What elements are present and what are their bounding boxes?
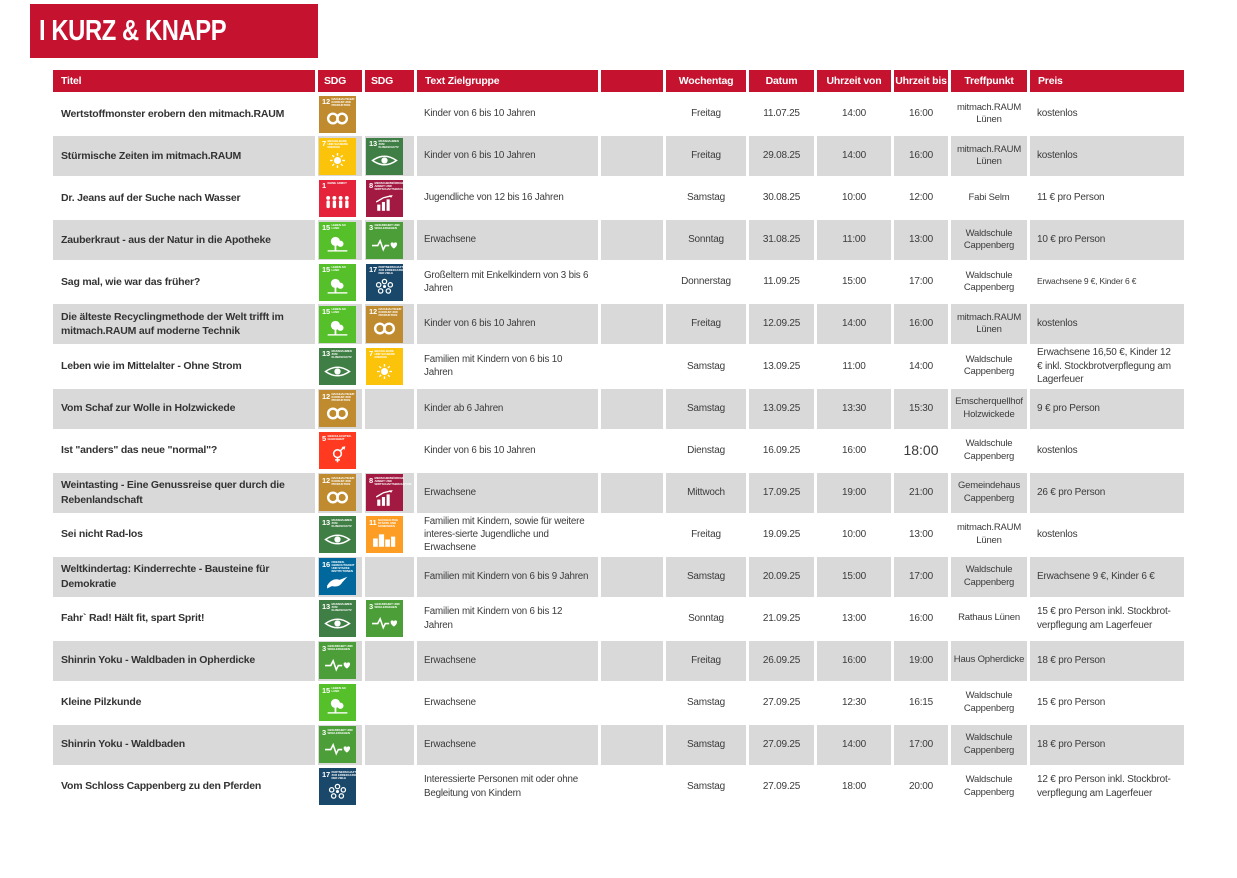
sdg-sun-pictogram [369, 359, 401, 382]
sdg-17-icon: 17 PARTNERSCHAFTEN ZUR ERREICHUNG DER ZIELE [319, 768, 356, 805]
sdg-ring-pictogram [369, 275, 401, 298]
target-group-cell: Erwachsene [424, 696, 476, 708]
weekday-cell: Freitag [691, 108, 721, 120]
spacer-cell [601, 431, 663, 471]
column-header-preis: Preis [1030, 70, 1184, 92]
weekday-cell: Samstag [666, 725, 746, 765]
time-from-cell: 19:00 [817, 473, 891, 513]
event-title: Sei nicht Rad-los [61, 528, 143, 541]
sdg-cell [318, 389, 362, 429]
meeting-point-cell: Waldschule Cappenberg [951, 725, 1027, 765]
sdg-people-pictogram [322, 190, 354, 215]
sdg-cell [318, 94, 362, 134]
target-group-cell: Erwachsene [417, 220, 598, 260]
target-group-cell: Erwachsene [417, 641, 598, 681]
event-title: Shinrin Yoku - Waldbaden in Opherdicke [53, 641, 315, 681]
price-cell: kostenlos [1030, 136, 1184, 176]
events-table [53, 70, 1184, 807]
sdg-ecg-pictogram [369, 232, 401, 257]
time-to-cell: 15:30 [894, 389, 948, 429]
spacer-cell [601, 767, 663, 807]
time-to-cell: 17:00 [894, 725, 948, 765]
page-title: I KURZ & KNAPP [39, 14, 227, 47]
column-header-treffpunkt: Treffpunkt [951, 70, 1027, 92]
meeting-point-cell: Rathaus Lünen [958, 612, 1020, 624]
sdg-ecg-pictogram [322, 736, 354, 761]
time-from-cell: 10:00 [841, 192, 867, 204]
sdg-cell [318, 220, 362, 260]
sdg-cell [318, 767, 362, 807]
time-to-cell: 13:00 [894, 220, 948, 260]
date-cell: 13.09.25 [749, 389, 814, 429]
time-to-cell: 16:15 [908, 696, 934, 708]
time-to-cell: 20:00 [908, 780, 934, 792]
meeting-point-cell: mitmach.RAUM Lünen [951, 136, 1027, 176]
event-title: Wertstoffmonster erobern den mitmach.RAUM [61, 107, 285, 120]
sdg-cell [365, 389, 414, 429]
sdg-cell [318, 262, 362, 302]
meeting-point-cell: Waldschule Cappenberg [951, 557, 1027, 597]
price-cell: kostenlos [1030, 304, 1184, 344]
price-cell: 15 € pro Person inkl. Stockbrot-verpflegung am Lagerfeuer [1037, 606, 1171, 631]
date-cell: 11.09.25 [763, 276, 800, 288]
sdg-12-icon: 12 NACHHALTIGE/R KONSUM UND PRODUKTION [366, 306, 403, 343]
sdg-cell [318, 136, 362, 176]
sdg-ecg-pictogram [369, 610, 401, 635]
date-cell: 13.09.25 [762, 360, 801, 372]
price-cell: 9 € pro Person [1030, 389, 1184, 429]
target-group-cell: Kinder von 6 bis 10 Jahren [417, 304, 598, 344]
sdg-cell [318, 473, 362, 513]
sdg-cell [365, 304, 414, 344]
sdg-tree-pictogram [322, 316, 354, 341]
event-title: Zauberkraut - aus der Natur in die Apotheke [53, 220, 315, 260]
spacer-cell [601, 304, 663, 344]
sdg-1-icon: 1 KEINE ARMUT [319, 180, 356, 217]
sdg-cell [318, 557, 362, 597]
sdg-13-icon: 13 MASSNAHMEN ZUM KLIMASCHUTZ [319, 348, 356, 385]
weekday-cell: Samstag [686, 192, 726, 204]
time-from-cell: 15:00 [817, 557, 891, 597]
sdg-cell [318, 178, 362, 218]
target-group-cell: Jugendliche von 12 bis 16 Jahren [424, 192, 564, 204]
meeting-point-cell: Gemeindehaus Cappenberg [951, 473, 1027, 513]
table-row [53, 473, 1184, 513]
sdg-15-icon: 15 LEBEN AN LAND [319, 222, 356, 259]
spacer-cell [601, 94, 663, 134]
sdg-5-icon: 5 GESCHLECHTER-GLEICHHEIT [319, 432, 356, 469]
sdg-15-icon: 15 LEBEN AN LAND [319, 264, 356, 301]
sdg-12-icon: 12 NACHHALTIGE/R KONSUM UND PRODUKTION [319, 96, 356, 133]
date-cell: 20.09.25 [749, 557, 814, 597]
sdg-infinity-pictogram [322, 486, 354, 509]
event-title: Die älteste Recyclingmethode der Welt trifft im mitmach.RAUM auf moderne Technik [53, 304, 315, 344]
time-from-cell: 14:00 [817, 725, 891, 765]
event-title: Dr. Jeans auf der Suche nach Wasser [61, 191, 241, 204]
sdg-cell [365, 220, 414, 260]
weekday-cell: Dienstag [687, 444, 725, 456]
sdg-cell [318, 431, 362, 471]
table-row [53, 725, 1184, 765]
meeting-point-cell: Waldschule Cappenberg [963, 774, 1015, 798]
date-cell: 27.09.25 [762, 696, 801, 708]
spacer-cell [601, 136, 663, 176]
sdg-cell [365, 641, 414, 681]
time-to-cell: 17:00 [908, 276, 934, 288]
event-title: Fahr` Rad! Hält fit, spart Sprit! [61, 612, 205, 625]
date-cell: 12.09.25 [749, 304, 814, 344]
sdg-cell [318, 683, 362, 723]
time-from-cell: 15:00 [841, 276, 867, 288]
time-from-cell: 10:00 [841, 528, 867, 540]
date-cell: 26.09.25 [749, 641, 814, 681]
sdg-3-icon: 3 GESUNDHEIT UND WOHLERGEHEN [319, 642, 356, 679]
time-from-cell: 18:00 [841, 780, 867, 792]
table-row [53, 304, 1184, 344]
spacer-cell [601, 389, 663, 429]
sdg-cell [365, 346, 414, 387]
sdg-tree-pictogram [322, 694, 354, 719]
sdg-cell [318, 304, 362, 344]
sdg-cell [318, 599, 362, 639]
event-title: Weintasting - Eine Genussreise quer durch die Rebenlandschaft [53, 473, 315, 513]
date-cell: 31.08.25 [749, 220, 814, 260]
date-cell: 27.09.25 [749, 725, 814, 765]
sdg-15-icon: 15 LEBEN AN LAND [319, 684, 356, 721]
price-cell: kostenlos [1037, 528, 1078, 540]
table-header-row [53, 70, 1184, 92]
date-cell: 21.09.25 [762, 612, 801, 624]
sdg-cell [365, 767, 414, 807]
time-from-cell: 13:00 [841, 612, 867, 624]
meeting-point-cell: Waldschule Cappenberg [951, 220, 1027, 260]
sdg-chart-pictogram [369, 191, 401, 214]
weekday-cell: Samstag [686, 360, 726, 372]
spacer-cell [601, 473, 663, 513]
spacer-cell [601, 557, 663, 597]
meeting-point-cell: Emscherquellhof Holzwickede [951, 389, 1027, 429]
sdg-17-icon: 17 PARTNERSCHAFTEN ZUR ERREICHUNG DER ZIELE [366, 264, 403, 301]
event-title: Vom Schloss Cappenberg zu den Pferden [61, 780, 262, 793]
time-from-cell: 11:00 [842, 360, 866, 372]
sdg-13-icon: 13 MASSNAHMEN ZUM KLIMASCHUTZ [366, 138, 403, 175]
table-row [53, 515, 1184, 555]
table-row [53, 389, 1184, 429]
spacer-cell [601, 641, 663, 681]
sdg-cell [365, 136, 414, 176]
price-cell: 15 € pro Person [1037, 696, 1106, 708]
sdg-tree-pictogram [322, 232, 354, 257]
price-cell: 11 € pro Person [1037, 192, 1105, 204]
column-header-titel: Titel [53, 70, 315, 92]
time-to-cell: 13:00 [908, 528, 934, 540]
column-header-sdg1: SDG [318, 70, 362, 92]
target-group-cell: Kinder von 6 bis 10 Jahren [424, 444, 536, 456]
sdg-cell [365, 557, 414, 597]
target-group-cell: Familien mit Kindern von 6 bis 10 Jahren [424, 354, 563, 379]
sdg-13-icon: 13 MASSNAHMEN ZUM KLIMASCHUTZ [319, 600, 356, 637]
price-cell: kostenlos [1037, 444, 1078, 456]
sdg-15-icon: 15 LEBEN AN LAND [319, 306, 356, 343]
weekday-cell: Freitag [666, 304, 746, 344]
sdg-eye-pictogram [322, 528, 354, 551]
meeting-point-cell: mitmach.RAUM Lünen [956, 101, 1022, 125]
spacer-cell [601, 599, 663, 639]
spacer-cell [601, 515, 663, 555]
sdg-cell [365, 178, 414, 218]
weekday-cell: Donnerstag [681, 276, 731, 288]
table-row [53, 94, 1184, 134]
spacer-cell [601, 220, 663, 260]
target-group-cell: Interessierte Personen mit oder ohne Begleitung von Kindern [424, 774, 578, 799]
table-row [53, 178, 1184, 218]
sdg-cell [365, 431, 414, 471]
table-row [53, 599, 1184, 639]
sdg-cell [318, 725, 362, 765]
meeting-point-cell: Waldschule Cappenberg [963, 353, 1015, 378]
sdg-cell [318, 641, 362, 681]
sdg-12-icon: 12 NACHHALTIGE/R KONSUM UND PRODUKTION [319, 474, 356, 511]
sdg-tree-pictogram [322, 274, 354, 299]
sdg-cell [365, 599, 414, 639]
sdg-chart-pictogram [369, 486, 401, 509]
time-to-cell: 16:00 [894, 304, 948, 344]
sdg-12-icon: 12 NACHHALTIGE/R KONSUM UND PRODUKTION [319, 390, 356, 427]
sdg-7-icon: 7 BEZAHLBARE UND SAUBERE ENERGIE [366, 348, 403, 385]
event-title: Leben wie im Mittelalter - Ohne Strom [61, 360, 242, 373]
sdg-infinity-pictogram [369, 317, 401, 340]
sdg-cell [318, 346, 362, 387]
weekday-cell: Freitag [666, 641, 746, 681]
price-cell: Erwachsene 9 €, Kinder 6 € [1037, 276, 1137, 287]
table-row [53, 262, 1184, 302]
weekday-cell: Samstag [686, 696, 726, 708]
table-row [53, 557, 1184, 597]
sdg-ring-pictogram [322, 780, 354, 803]
target-group-cell: Familien mit Kindern von 6 bis 12 Jahren [424, 606, 563, 631]
spacer-cell [601, 725, 663, 765]
target-group-cell: Kinder von 6 bis 10 Jahren [417, 136, 598, 176]
column-header-spacer [601, 70, 663, 92]
sdg-sun-pictogram [322, 149, 354, 172]
weekday-cell: Freitag [666, 136, 746, 176]
table-row [53, 346, 1184, 387]
meeting-point-cell: Waldschule Cappenberg [963, 269, 1015, 293]
sdg-cell [365, 473, 414, 513]
column-header-sdg2: SDG [365, 70, 414, 92]
table-row [53, 767, 1184, 807]
spacer-cell [601, 262, 663, 302]
sdg-cell [365, 262, 414, 302]
time-from-cell: 11:00 [817, 220, 891, 260]
sdg-eye-pictogram [322, 612, 354, 635]
meeting-point-cell: Waldschule Cappenberg [963, 438, 1015, 462]
target-group-cell: Großeltern mit Enkelkindern von 3 bis 6 Jahren [424, 269, 589, 294]
target-group-cell: Erwachsene [417, 725, 598, 765]
meeting-point-cell: mitmach.RAUM Lünen [956, 522, 1022, 546]
price-cell: 18 € pro Person [1030, 641, 1184, 681]
target-group-cell: Erwachsene [417, 473, 598, 513]
time-to-cell: 21:00 [894, 473, 948, 513]
event-title: Weltkindertag: Kinderrechte - Bausteine für Demokratie [53, 557, 315, 597]
sdg-8-icon: 8 MENSCHENWÜRDIGE ARBEIT UND WIRTSCHAFTSWACHSTUM [366, 180, 403, 217]
time-to-cell: 18:00 [903, 442, 939, 459]
time-from-cell: 14:00 [817, 304, 891, 344]
time-to-cell: 14:00 [908, 360, 934, 372]
spacer-cell [601, 178, 663, 218]
date-cell: 17.09.25 [749, 473, 814, 513]
time-from-cell: 13:30 [817, 389, 891, 429]
date-cell: 29.08.25 [749, 136, 814, 176]
column-header-datum: Datum [749, 70, 814, 92]
time-to-cell: 16:00 [908, 612, 934, 624]
sdg-city-pictogram [369, 528, 401, 551]
page-title-banner [30, 4, 318, 58]
weekday-cell: Freitag [691, 528, 721, 540]
sdg-3-icon: 3 GESUNDHEIT UND WOHLERGEHEN [366, 600, 403, 637]
sdg-infinity-pictogram [322, 402, 354, 425]
sdg-cell [365, 515, 414, 555]
target-group-cell: Kinder ab 6 Jahren [417, 389, 598, 429]
sdg-dove-pictogram [322, 573, 354, 593]
meeting-point-cell: mitmach.RAUM Lünen [951, 304, 1027, 344]
event-title: Vom Schaf zur Wolle in Holzwickede [53, 389, 315, 429]
weekday-cell: Sonntag [666, 220, 746, 260]
time-from-cell: 16:00 [817, 641, 891, 681]
weekday-cell: Samstag [666, 557, 746, 597]
date-cell: 16.09.25 [762, 444, 801, 456]
table-row [53, 136, 1184, 176]
time-from-cell: 14:00 [817, 136, 891, 176]
date-cell: 19.09.25 [762, 528, 801, 540]
weekday-cell: Samstag [666, 389, 746, 429]
price-cell: Erwachsene 16,50 €, Kinder 12 € inkl. Stockbrotverpflegung am Lagerfeuer [1037, 347, 1171, 385]
sdg-eye-pictogram [369, 149, 401, 172]
table-row [53, 220, 1184, 260]
sdg-8-icon: 8 MENSCHENWÜRDIGE ARBEIT UND WIRTSCHAFTSWACHSTUM [366, 474, 403, 511]
time-to-cell: 16:00 [908, 108, 934, 120]
time-to-cell: 17:00 [894, 557, 948, 597]
date-cell: 30.08.25 [762, 192, 801, 204]
sdg-cell [365, 725, 414, 765]
time-to-cell: 12:00 [908, 192, 934, 204]
column-header-wochentag: Wochentag [666, 70, 746, 92]
target-group-cell: Familien mit Kindern von 6 bis 9 Jahren [417, 557, 598, 597]
sdg-ecg-pictogram [322, 652, 354, 677]
meeting-point-cell: Waldschule Cappenberg [963, 690, 1015, 714]
table-row [53, 683, 1184, 723]
event-title: Shinrin Yoku - Waldbaden [53, 725, 315, 765]
time-from-cell: 14:00 [841, 108, 867, 120]
meeting-point-cell: Haus Opherdicke [951, 641, 1027, 681]
event-title: Ist "anders" das neue "normal"? [61, 444, 218, 457]
sdg-13-icon: 13 MASSNAHMEN ZUM KLIMASCHUTZ [319, 516, 356, 553]
spacer-cell [601, 683, 663, 723]
sdg-cell [318, 515, 362, 555]
price-cell: 26 € pro Person [1030, 473, 1184, 513]
sdg-11-icon: 11 NACHHALTIGE STÄDTE UND GEMEINDEN [366, 516, 403, 553]
time-from-cell: 16:00 [841, 444, 867, 456]
event-title: Kleine Pilzkunde [61, 696, 142, 709]
date-cell: 11.07.25 [763, 108, 800, 120]
target-group-cell: Kinder von 6 bis 10 Jahren [424, 108, 536, 120]
meeting-point-cell: Fabi Selm [968, 191, 1010, 203]
weekday-cell: Mittwoch [666, 473, 746, 513]
date-cell: 27.09.25 [762, 780, 801, 792]
spacer-cell [601, 346, 663, 387]
event-title: Stürmische Zeiten im mitmach.RAUM [53, 136, 315, 176]
sdg-3-icon: 3 GESUNDHEIT UND WOHLERGEHEN [366, 222, 403, 259]
weekday-cell: Sonntag [688, 612, 724, 624]
event-title: Sag mal, wie war das früher? [61, 275, 201, 288]
table-row [53, 641, 1184, 681]
sdg-gender-pictogram [322, 442, 354, 467]
price-cell: Erwachsene 9 €, Kinder 6 € [1030, 557, 1184, 597]
sdg-cell [365, 683, 414, 723]
column-header-uhrzeit_bis: Uhrzeit bis [894, 70, 948, 92]
price-cell: 12 € pro Person inkl. Stockbrot-verpflegung am Lagerfeuer [1037, 774, 1171, 799]
target-group-cell: Familien mit Kindern, sowie für weitere interes-sierte Jugendliche und Erwachsene [424, 515, 585, 554]
sdg-7-icon: 7 BEZAHLBARE UND SAUBERE ENERGIE [319, 138, 356, 175]
sdg-16-icon: 16 FRIEDEN, GERECHTIGKEIT UND STARKE INSTITUTIONEN [319, 558, 356, 595]
sdg-eye-pictogram [322, 359, 354, 382]
time-to-cell: 16:00 [894, 136, 948, 176]
weekday-cell: Samstag [686, 780, 726, 792]
sdg-infinity-pictogram [322, 107, 354, 130]
time-from-cell: 12:30 [841, 696, 867, 708]
sdg-3-icon: 3 GESUNDHEIT UND WOHLERGEHEN [319, 726, 356, 763]
sdg-cell [365, 94, 414, 134]
column-header-zielgruppe: Text Zielgruppe [417, 70, 598, 92]
table-row [53, 431, 1184, 471]
price-cell: 10 € pro Person [1030, 220, 1184, 260]
column-header-uhrzeit_von: Uhrzeit von [817, 70, 891, 92]
price-cell: kostenlos [1037, 108, 1078, 120]
time-to-cell: 19:00 [894, 641, 948, 681]
price-cell: 18 € pro Person [1030, 725, 1184, 765]
